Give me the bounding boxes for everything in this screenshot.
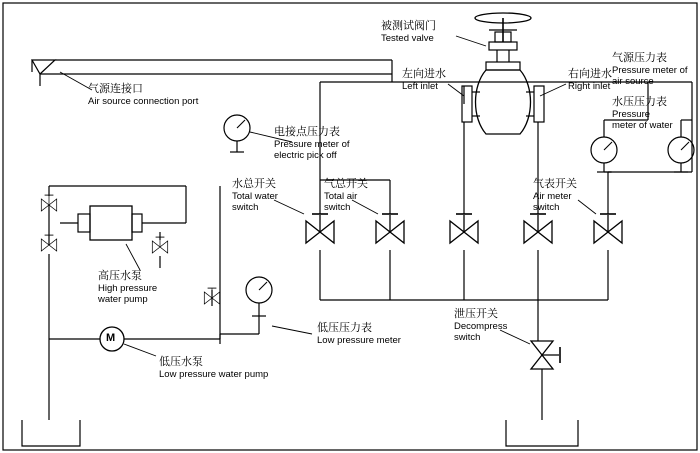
valve-left-inlet[interactable] [450, 214, 478, 243]
gauge-electric-pick-off [224, 115, 250, 152]
label-pressure-meter-of-water: 水压压力表 Pressure meter of water [612, 96, 673, 132]
label-pressure-meter-of-air-source: 气源压力表 Pressure meter of air source [612, 52, 688, 88]
label-tested-valve: 被测试阀门 Tested valve [381, 20, 436, 44]
label-low-pressure-water-pump: 低压水泵 Low pressure water pump [159, 356, 269, 380]
valve-total-water-switch[interactable] [306, 214, 334, 243]
low-pressure-water-pump-symbol [49, 186, 220, 351]
label-right-inlet: 右向进水 Right inlet [568, 68, 612, 92]
valve-air-meter-switch[interactable] [594, 214, 622, 243]
valve-right-inlet[interactable] [524, 214, 552, 243]
label-air-meter-switch: 气表开关 Air meter switch [533, 178, 577, 214]
label-left-inlet: 左向进水 Left inlet [402, 68, 446, 92]
valve-decompress-switch[interactable] [531, 341, 560, 369]
valve-total-air-switch[interactable] [376, 214, 404, 243]
gauge-low-pressure [220, 277, 272, 334]
tested-valve-symbol [462, 13, 544, 214]
lower-piping [320, 250, 608, 446]
motor-label: M [106, 332, 116, 344]
label-air-source-connection-port: 气源连接口 Air source connection port [88, 83, 199, 107]
label-decompress-switch: 泄压开关 Decompress switch [454, 308, 508, 344]
label-pressure-meter-of-electric-pick-off: 电接点压力表 Pressure meter of electric pick off [274, 126, 350, 162]
label-high-pressure-water-pump: 高压水泵 High pressure water pump [98, 270, 158, 306]
label-low-pressure-meter: 低压压力表 Low pressure meter [317, 322, 401, 346]
label-total-air-switch: 气总开关 Total air switch [324, 178, 368, 214]
label-total-water-switch: 水总开关 Total water switch [232, 178, 278, 214]
high-pressure-water-pump-symbol [22, 186, 220, 446]
